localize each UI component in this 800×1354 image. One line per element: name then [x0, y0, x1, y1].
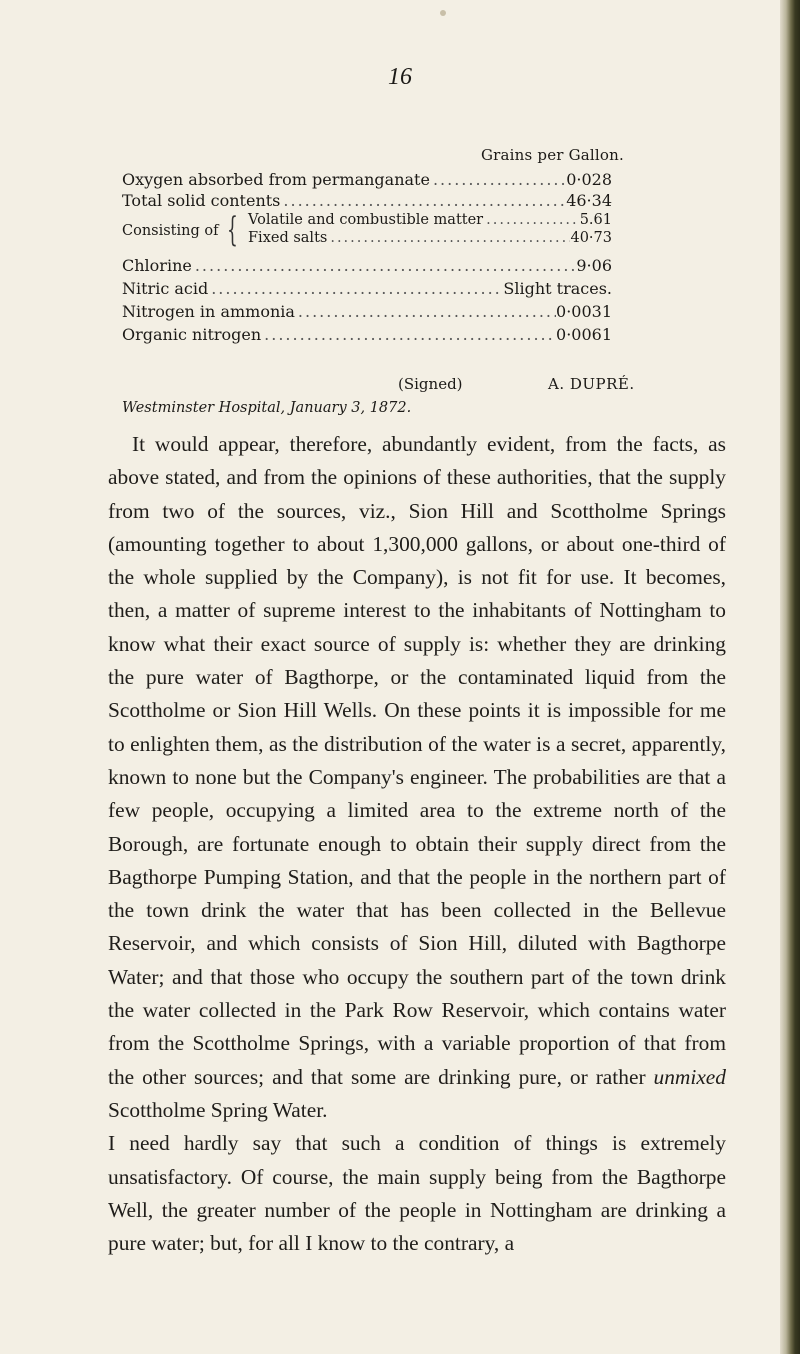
row-label: Nitric acid	[122, 279, 209, 298]
dot-leader	[261, 325, 556, 344]
row-label: Fixed salts	[248, 230, 328, 246]
table-row	[122, 191, 612, 213]
paragraph-text-end: Scottholme Spring Water.	[108, 1097, 328, 1122]
consisting-of-group	[122, 212, 612, 252]
row-value: 40·73	[570, 230, 612, 246]
table-row	[122, 256, 612, 278]
dot-leader	[483, 212, 580, 228]
row-value: 9·06	[576, 256, 612, 275]
dateline: Westminster Hospital, January 3, 1872.	[122, 400, 412, 416]
table-row	[122, 170, 612, 192]
dot-leader	[327, 230, 570, 246]
row-label: Chlorine	[122, 256, 192, 275]
body-text	[108, 428, 726, 1260]
page-blemish	[440, 10, 446, 16]
table-row	[122, 302, 612, 324]
table-unit-header: Grains per Gallon.	[480, 146, 624, 164]
brace-icon: {	[227, 210, 238, 250]
consisting-label: Consisting of	[122, 223, 219, 239]
dot-leader	[208, 279, 503, 298]
dot-leader	[280, 191, 566, 210]
row-label: Volatile and combustible matter	[248, 212, 484, 228]
table-row	[248, 230, 612, 246]
page-number: 16	[388, 64, 412, 90]
dot-leader	[192, 256, 577, 275]
dot-leader	[295, 302, 556, 321]
table-row	[122, 279, 612, 301]
row-value: 0·0061	[556, 325, 612, 344]
page-edge-shadow	[780, 0, 800, 1354]
row-value: 0·028	[566, 170, 612, 189]
row-label: Total solid contents	[122, 191, 281, 210]
row-value: 5.61	[579, 212, 612, 228]
row-value: 46·34	[566, 191, 612, 210]
table-row	[122, 325, 612, 347]
row-label: Oxygen absorbed from permanganate	[122, 170, 430, 189]
row-value: Slight traces.	[503, 279, 612, 298]
row-label: Organic nitrogen	[122, 325, 262, 344]
table-row	[248, 212, 612, 228]
paragraph: I need hardly say that such a condition of things is extremely unsatisfactory. Of course, the main supply being from the Bagthorpe Well, the greater number of the people in Nottingham are drinking a pure water; but, for all I know to the contrary, a	[108, 1131, 726, 1256]
signed-label: (Signed)	[398, 375, 463, 393]
row-value: 0·0031	[556, 302, 612, 321]
italic-word: unmixed	[653, 1064, 726, 1089]
paragraph-text: It would appear, therefore, abundantly evident, from the facts, as above stated, and from the opinions of these authorities, that the supply from two of the sources, viz., Sion Hill and Scottholme Springs (amounting together to about 1,300,000 gallons, or about one-third of the whole supplied by the Company), is not fit for use. It becomes, then, a matter of supreme interest to the inhabitants of Nottingham to know what their exact source of supply is: whether they are drinking the pure water of Bagthorpe, or the contaminated liquid from the Scottholme or Sion Hill Wells. On these points it is impossible for me to enlighten them, as the distribution of the water is a secret, apparently, known to none but the Company's engineer. The probabilities are that a few people, occupying a limited area to the extreme north of the Borough, are fortunate enough to obtain their supply direct from the Bagthorpe Pumping Station, and that the people in the northern part of the town drink the water that has been collected in the Bellevue Reservoir, and which consists of Sion Hill, diluted with Bagthorpe Water; and that those who occupy the southern part of the town drink the water collected in the Park Row Reservoir, which contains water from the Scottholme Springs, with a variable proportion of that from the other sources; and that some are drinking pure, or rather	[108, 432, 726, 1089]
dot-leader	[430, 170, 566, 189]
paragraph	[108, 428, 726, 1127]
signer-name: A. DUPRÉ.	[548, 375, 635, 393]
row-label: Nitrogen in ammonia	[122, 302, 295, 321]
